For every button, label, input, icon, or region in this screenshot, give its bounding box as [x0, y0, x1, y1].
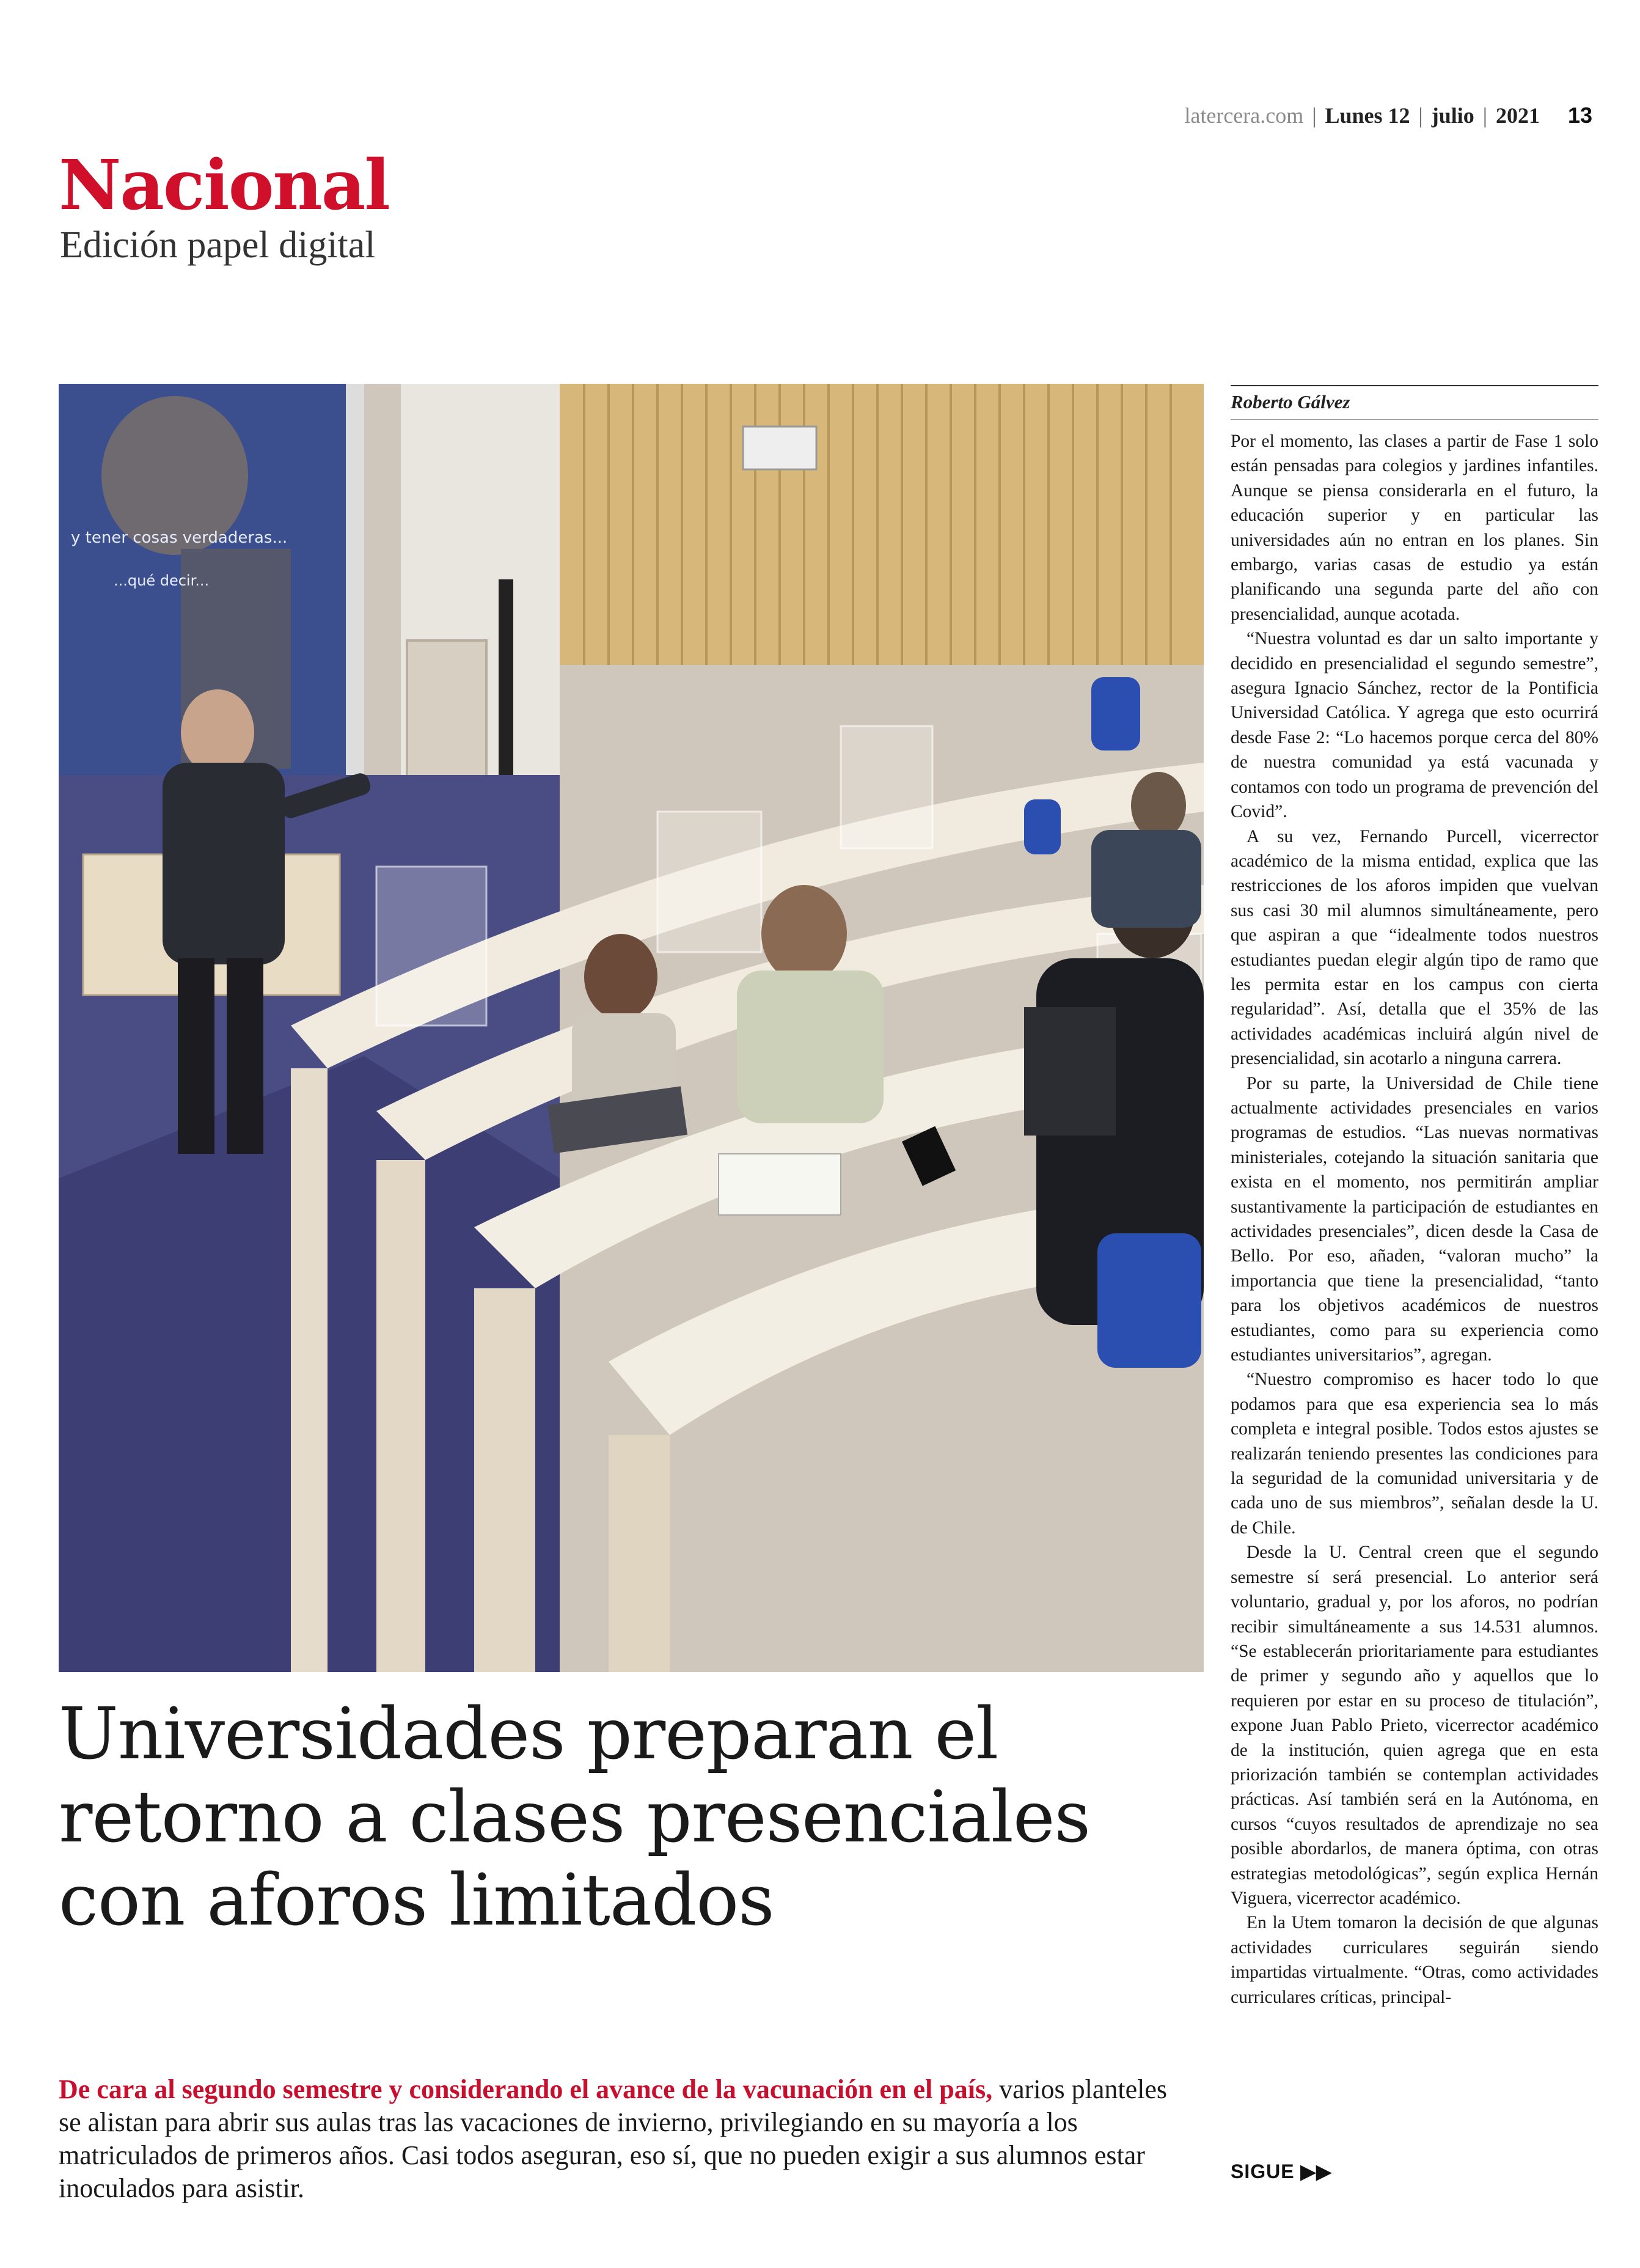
byline-rule [1231, 419, 1598, 420]
article-lede [59, 2073, 1195, 2205]
headline-line: Universidades preparan el [59, 1693, 998, 1775]
folio-year: 2021 [1495, 103, 1540, 128]
byline-rule [1231, 385, 1598, 386]
separator: | [1312, 103, 1317, 128]
screen-caption-2: ...qué decir... [114, 572, 210, 589]
body-paragraph: “Nuestro compromiso es hacer todo lo que podamos para que esa experiencia sea lo más completa e integral posible. Todos estos ajustes se realizarán teniendo presentes las condiciones para la seguridad de la comunidad universitaria y de cada uno de sus miembros”, señalan desde la U. de Chile. [1231, 1370, 1598, 1538]
section-title: Nacional [59, 145, 389, 226]
lede-kicker: De cara al segundo semestre y considerando el avance de la vacunación en el país, [59, 2074, 993, 2104]
body-paragraph: Por el momento, las clases a partir de Fase 1 solo están pensadas para colegios y jardines infantiles. Aunque se piensa considerarla en el futuro, la educación superior y en particular las universidades aún no entran en los planes. Sin embargo, varias casas de estudio ya están planificando una segunda parte del año con presencialidad, aunque acotada. [1231, 431, 1598, 624]
screen-caption-1: y tener cosas verdaderas... [71, 529, 288, 547]
section-subtitle: Edición papel digital [60, 224, 376, 266]
folio-line [1184, 103, 1592, 128]
headline-line: con aforos limitados [59, 1859, 774, 1942]
body-paragraph: En la Utem tomaron la decisión de que algunas actividades curriculares seguirán siendo impartidas virtualmente. “Otras, como actividades curriculares críticas, principal- [1231, 1913, 1598, 2007]
separator: | [1482, 103, 1487, 128]
body-paragraph: “Nuestra voluntad es dar un salto importante y decidido en presencialidad el segundo semestre”, asegura Ignacio Sánchez, rector de la Pontificia Universidad Católica. Y agrega que esto ocurrirá desde Fase 2: “Lo hacemos porque cerca del 80% de nuestra comunidad ya está vacunada y contamos con todo un programa de prevención del Covid”. [1231, 629, 1598, 822]
article-photo [59, 384, 1204, 1672]
body-paragraph: A su vez, Fernando Purcell, vicerrector académico de la misma entidad, explica que las restricciones de los aforos impiden que vuelvan sus casi 30 mil alumnos simultáneamente, pero que aspiran a que “idealmente todos nuestros estudiantes puedan elegir algún tipo de ramo que les permita estar en los campus con cierta regularidad”. Así, detalla que el 35% de las actividades académicas incluirá algún nivel de presencialidad, sin acotarlo a ninguna carrera. [1231, 826, 1598, 1069]
body-paragraph: Por su parte, la Universidad de Chile tiene actualmente actividades presenciales en varios programas de estudios. “Las nuevas normativas ministeriales, cotejando la situación sanitaria que exista en el momento, nos permitirán ampliar sustantivamente la participación de estudiantes en actividades presenciales”, dicen desde la Casa de Bello. Por eso, añaden, “valoran mucho” la importancia que tiene la presencialidad, “tanto para los objetivos académicos de nuestros estudiantes, como para su experiencia como estudiantes universitarios”, agregan. [1231, 1073, 1598, 1365]
byline: Roberto Gálvez [1231, 391, 1350, 413]
folio-day: Lunes 12 [1325, 103, 1410, 128]
page-number: 13 [1567, 103, 1592, 128]
separator: | [1418, 103, 1423, 128]
folio-month: julio [1431, 103, 1474, 128]
site-name: latercera.com [1184, 103, 1304, 128]
lede-text: varios planteles se alistan para abrir sus aulas tras las vacaciones de invierno, privilegiando en su mayoría a los matriculados de primeros años. Casi todos aseguran, eso sí, que no pueden exigir a sus alumnos estar inoculados para asistir. [59, 2074, 1168, 2203]
article-headline [59, 1693, 1207, 1942]
headline-line: retorno a clases presenciales [59, 1776, 1091, 1859]
article-body [1231, 429, 1598, 2009]
body-paragraph: Desde la U. Central creen que el segundo semestre sí será presencial. Lo anterior será voluntario, gradual y, por los aforos, no podrían recibir simultáneamente a sus 14.531 alumnos. “Se establecerán prioritariamente para estudiantes de primer y segundo año y aquellos que lo requieren por estar en su proceso de titulación”, expone Juan Pablo Prieto, vicerrector académico de la institución, quien agrega que en esta priorización también se contemplan actividades prácticas. Así también será en la Autónoma, en cursos “cuyos resultados de aprendizaje no sea posible abordarlos, de manera óptima, con otras estrategias metodológicas”, según explica Hernán Viguera, vicerrector académico. [1231, 1543, 1598, 1908]
continue-link[interactable]: SIGUE ▶▶ [1231, 2160, 1332, 2182]
